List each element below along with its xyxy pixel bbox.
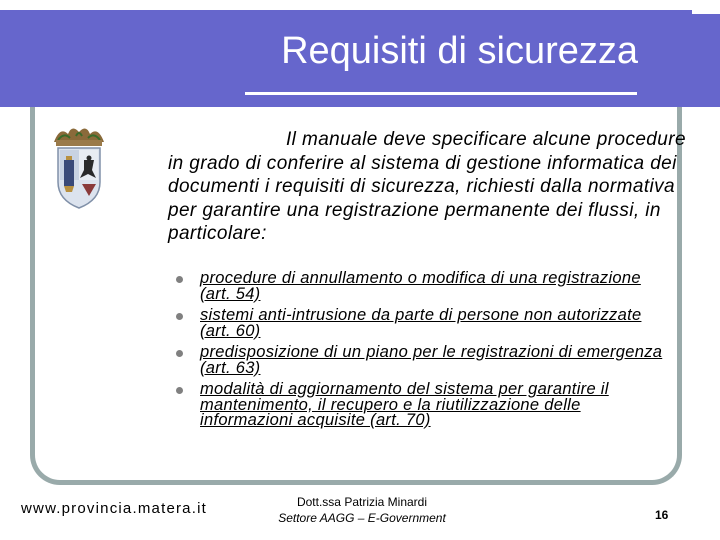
intro-text: Il manuale deve specificare alcune procedure in grado di conferire al sistema di gestione informatica dei documenti i requisiti di sicurezza, richiesti dalla normativa per garantire una registrazione permanente dei flussi, in particolare: <box>168 129 686 244</box>
footer-website-url: www.provincia.matera.it <box>21 500 207 517</box>
list-item <box>176 345 676 376</box>
header-top-margin <box>0 0 720 10</box>
list-item-text: modalità di aggiornamento del sistema per garantire il mantenimento, il recupero e la riutilizzazione delle informazioni acquisite (art. 70) <box>200 380 609 429</box>
list-item-text: sistemi anti-intrusione da parte di persone non autorizzate (art. 60) <box>200 306 642 340</box>
bullet-icon <box>176 387 183 394</box>
list-item <box>176 308 676 339</box>
footer-author-role: Settore AAGG – E-Government <box>278 511 446 525</box>
bullet-icon <box>176 313 183 320</box>
list-item <box>176 271 676 302</box>
footer-author-block <box>262 494 462 526</box>
requirements-list <box>176 271 676 435</box>
bullet-icon <box>176 276 183 283</box>
bullet-icon <box>176 350 183 357</box>
intro-paragraph <box>168 128 688 246</box>
title-underline <box>245 92 637 95</box>
list-item-text: predisposizione di un piano per le registrazioni di emergenza (art. 63) <box>200 343 663 377</box>
header-notch <box>692 0 720 14</box>
page-number: 16 <box>655 508 669 522</box>
footer-author-name: Dott.ssa Patrizia Minardi <box>296 495 428 509</box>
list-item <box>176 382 676 429</box>
list-item-text: procedure di annullamento o modifica di una registrazione (art. 54) <box>200 269 641 303</box>
slide-title: Requisiti di sicurezza <box>281 30 638 72</box>
province-crest-icon <box>46 120 112 212</box>
